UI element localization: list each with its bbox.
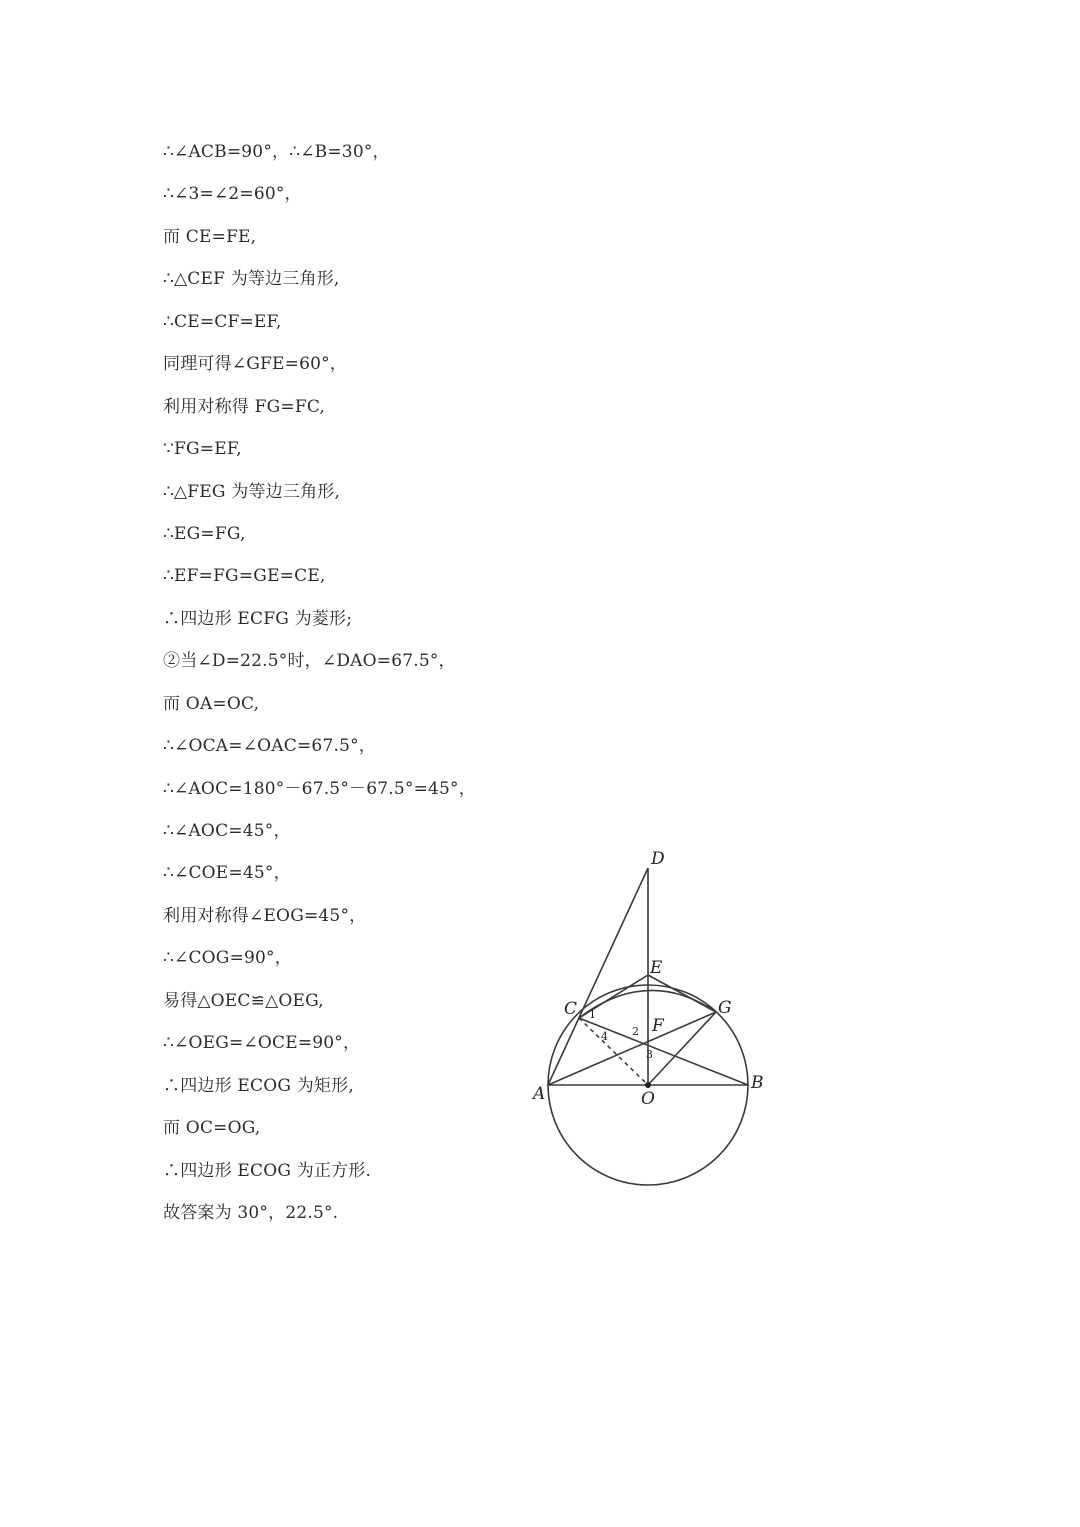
proof-line: 易得△OEC≌△OEG, [163, 990, 324, 1011]
proof-line: ∴∠ACB=90°，∴∠B=30°， [163, 142, 390, 162]
proof-line: ∴△CEF 为等边三角形, [163, 269, 340, 290]
label-d: D [651, 849, 665, 869]
geometry-figure [525, 840, 785, 1200]
proof-line: 利用对称得∠EOG=45°， [163, 905, 367, 926]
angle-label-4: 4 [601, 1030, 608, 1043]
proof-line: ∵FG=EF, [163, 439, 242, 460]
proof-line: ∴∠COE=45°， [163, 863, 291, 884]
proof-line: ∴∠COG=90°， [163, 948, 292, 969]
proof-line: ∴四边形 ECOG 为正方形. [163, 1160, 372, 1181]
proof-line: 而 OC=OG, [163, 1118, 261, 1139]
label-e: E [650, 958, 663, 978]
proof-line: 利用对称得 FG=FC, [163, 396, 326, 417]
proof-line: ∴∠OCA=∠OAC=67.5°， [163, 736, 376, 757]
angle-label-3: 3 [646, 1048, 653, 1061]
proof-line: ∴EG=FG, [163, 523, 246, 544]
segment-ad [548, 868, 648, 1085]
proof-line: ∴四边形 ECOG 为矩形, [163, 1075, 354, 1096]
proof-line: ∴EF=FG=GE=CE, [163, 566, 326, 587]
label-c: C [564, 999, 578, 1019]
label-f: F [652, 1016, 664, 1036]
proof-line: 而 OA=OC, [163, 693, 260, 714]
proof-line: 故答案为 30°，22.5°. [163, 1202, 339, 1223]
proof-text [163, 136, 546, 1239]
segment-ag [548, 1012, 716, 1085]
proof-line: ∴∠OEG=∠OCE=90°， [163, 1033, 361, 1054]
center-point [645, 1082, 651, 1088]
proof-line: ∴∠AOC=45°， [163, 821, 291, 841]
proof-line: ∴∠3=∠2=60°， [163, 184, 302, 205]
label-g: G [718, 998, 732, 1018]
geometry-diagram [525, 840, 785, 1200]
proof-line: ∴∠AOC=180°－67.5°－67.5°=45°， [163, 778, 476, 799]
angle-label-1: 1 [589, 1008, 596, 1021]
proof-line: ∴CE=CF=EF, [163, 311, 282, 332]
proof-line: ∴四边形 ECFG 为菱形; [163, 608, 353, 629]
label-b: B [751, 1073, 764, 1093]
label-o: O [641, 1089, 655, 1109]
angle-label-2: 2 [632, 1025, 639, 1038]
label-a: A [533, 1084, 546, 1104]
proof-line: ∴△FEG 为等边三角形, [163, 481, 341, 502]
proof-line: 同理可得∠GFE=60°， [163, 354, 348, 375]
proof-line: 而 CE=FE, [163, 226, 257, 247]
proof-line: ②当∠D=22.5°时，∠DAO=67.5°， [163, 651, 456, 672]
